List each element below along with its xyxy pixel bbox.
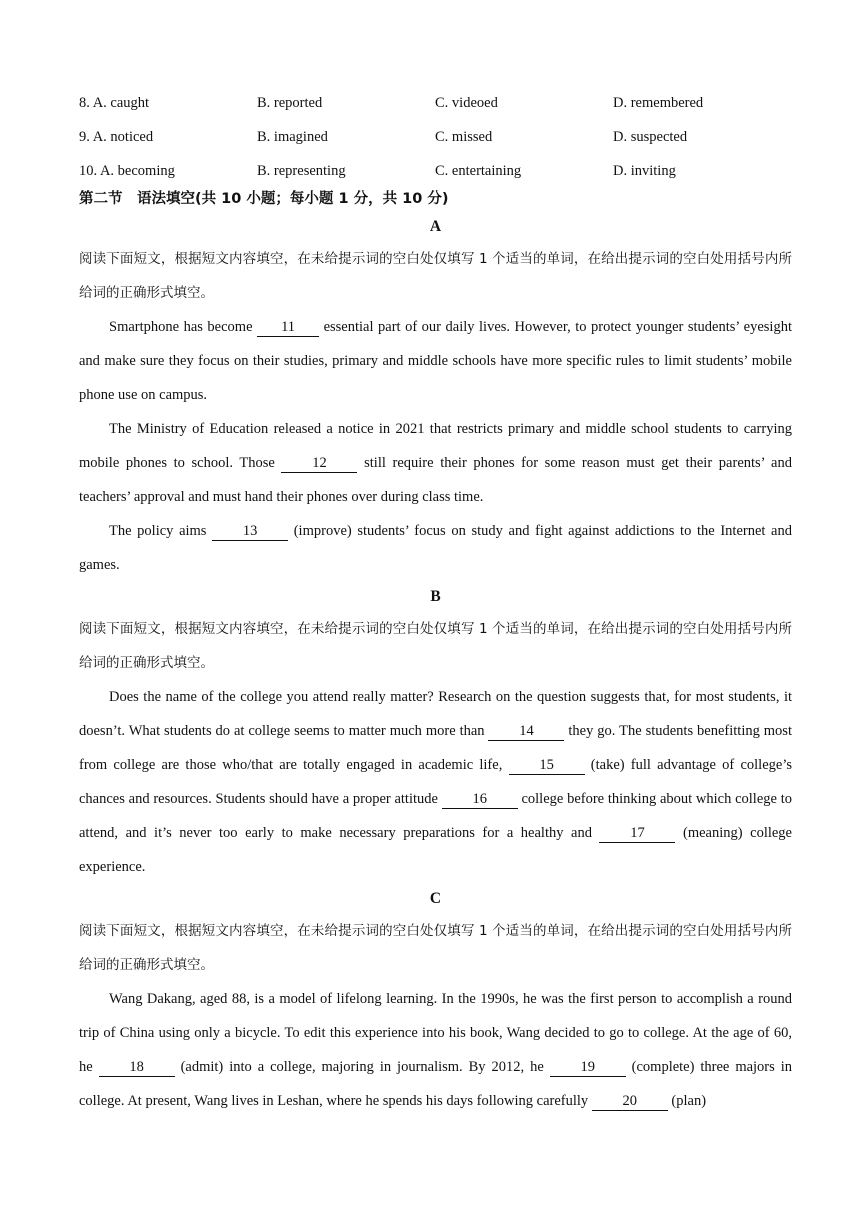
exam-page (79, 86, 792, 1118)
blank-17: 17 (599, 824, 675, 843)
blank-14: 14 (488, 722, 564, 741)
option-9c: C. missed (435, 128, 493, 145)
part-b-instruction: 阅读下面短文，根据短文内容填空，在未给提示词的空白处仅填写 1 个适当的单词，在给出提示词的空白处用括号内所给词的正确形式填空。 (79, 621, 792, 671)
option-10d: D. inviting (613, 162, 676, 179)
blank-12: 12 (281, 454, 357, 473)
option-10b: B. representing (257, 162, 346, 179)
blank-13: 13 (212, 522, 288, 541)
blank-19: 19 (550, 1058, 626, 1077)
section-title: 第二节 语法填空(共 10 小题；每小题 1 分，共 10 分) (79, 191, 449, 207)
part-c-paragraph: Wang Dakang, aged 88, is a model of lifelong learning. In the 1990s, he was the first person to accomplish a round trip of China using only a bicycle. To edit this experience into his book, Wang decided to go to college. At the age of 60, he 18 (admit) into a college, majoring in journalism. By 2012, he 19 (complete) three majors in college. At present, Wang lives in Leshan, where he spends his days following carefully 20 (plan) (79, 991, 793, 1109)
part-a-heading: A (429, 218, 442, 235)
part-c-instruction: 阅读下面短文，根据短文内容填空，在未给提示词的空白处仅填写 1 个适当的单词，在给出提示词的空白处用括号内所给词的正确形式填空。 (79, 923, 792, 973)
blank-18: 18 (99, 1058, 175, 1077)
part-c-heading: C (429, 890, 442, 907)
part-a-paragraph-3: The policy aims 13 (improve) students’ focus on study and fight against addictions to the Internet and games. (79, 523, 792, 573)
blank-20: 20 (592, 1092, 668, 1111)
blank-16: 16 (442, 790, 518, 809)
part-b-heading: B (430, 588, 441, 605)
blank-15: 15 (509, 756, 585, 775)
part-a-paragraph-1: Smartphone has become 11 essential part of our daily lives. However, to protect younger students’ eyesight and make sure they focus on their studies, primary and middle schools have more specific rules to limit students’ mobile phone use on campus. (79, 319, 792, 403)
part-b-paragraph: Does the name of the college you attend really matter? Research on the question suggests that, for most students, it doesn’t. What students do at college seems to matter much more than 14 they go. The students benefitting most from college are those who/that are totally engaged in academic life, 15 (take) full advantage of college’s chances and resources. Students should have a proper attitude 16 college before thinking about which college to attend, and it’s never too early to make necessary preparations for a healthy and 17 (meaning) college experience. (79, 689, 792, 875)
option-9b: B. imagined (257, 128, 328, 145)
option-8a: 8. A. caught (79, 94, 150, 111)
option-8d: D. remembered (613, 94, 704, 111)
option-8b: B. reported (257, 94, 323, 111)
option-9d: D. suspected (613, 128, 688, 145)
option-row-8 (79, 86, 792, 120)
option-10a: 10. A. becoming (79, 162, 175, 179)
option-9a: 9. A. noticed (79, 128, 154, 145)
part-a-instruction: 阅读下面短文，根据短文内容填空，在未给提示词的空白处仅填写 1 个适当的单词，在给出提示词的空白处用括号内所给词的正确形式填空。 (79, 251, 792, 301)
option-row-10 (79, 154, 792, 188)
option-10c: C. entertaining (435, 162, 522, 179)
option-row-9 (79, 120, 792, 154)
blank-11: 11 (257, 318, 319, 337)
part-a-paragraph-2: The Ministry of Education released a notice in 2021 that restricts primary and middle school students to carrying mobile phones to school. Those 12 still require their phones for some reason must get their parents’ and teachers’ approval and must hand their phones over during class time. (79, 421, 792, 505)
option-8c: C. videoed (435, 94, 498, 111)
